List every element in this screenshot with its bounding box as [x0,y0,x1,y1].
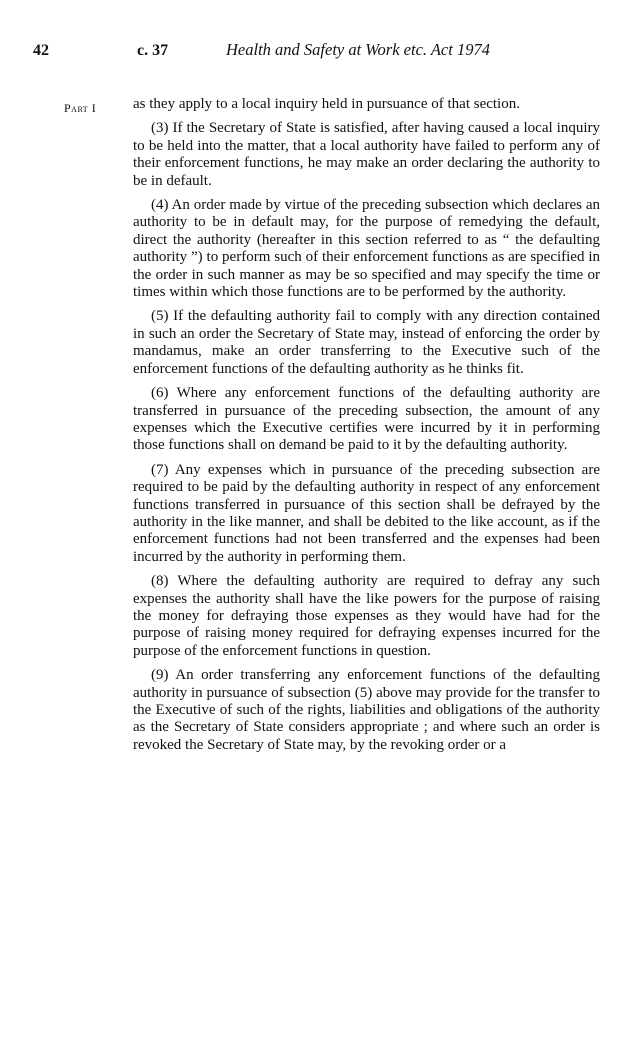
page-number: 42 [33,42,49,59]
margin-note-part: Part I [64,101,97,115]
subsection-4: (4) An order made by virtue of the preceding subsection which declares an authority to be in default may, for the purpose of remedying the default, direct the authority (hereafter in this section referred to as “ the defaulting authority ”) to perform such of their enforcement functions as are specified in the order in such manner as may be so specified and may specify the time or times within which those functions are to be performed by the authority. [133,197,600,301]
subsection-7: (7) Any expenses which in pursuance of the preceding subsection are required to be paid by the defaulting authority in respect of any enforcement functions transferred in pursuance of this section shall be defrayed by the authority in the like manner, and shall be debited to the like account, as if the enforcement functions had not been transferred and the expenses had been incurred by the authority in performing them. [133,461,600,565]
paragraph-continuation: as they apply to a local inquiry held in pursuance of that section. [133,96,520,112]
subsection-8: (8) Where the defaulting authority are required to defray any such expenses the authority shall have the like powers for the purpose of raising the money for defraying those expenses as they would have had for the purpose of raising money required for defraying expenses incurred for the purpose of the enforcement functions in question. [133,573,600,659]
running-header [33,40,603,66]
section-body [133,96,600,761]
chapter-reference: c. 37 [137,42,169,59]
subsection-5: (5) If the defaulting authority fail to comply with any direction contained in such an order the Secretary of State may, instead of enforcing the order by mandamus, make an order transferring to the Executive such of the enforcement functions of the defaulting authority as he thinks fit. [133,308,600,377]
subsection-3: (3) If the Secretary of State is satisfied, after having caused a local inquiry to be held into the matter, that a local authority have failed to perform any of their enforcement functions, he may make an order declaring the authority to be in default. [133,120,600,189]
subsection-6: (6) Where any enforcement functions of the defaulting authority are transferred in pursuance of the preceding subsection, the amount of any expenses which the Executive certifies were incurred by it in performing those functions shall on demand be paid to it by the defaulting authority. [133,385,600,454]
act-title: Health and Safety at Work etc. Act 1974 [226,40,490,59]
subsection-9: (9) An order transferring any enforcement functions of the defaulting authority in pursuance of subsection (5) above may provide for the transfer to the Executive of such of the rights, liabilities and obligations of the authority as the Secretary of State considers appropriate ; and where such an order is revoked the Secretary of State may, by the revoking order or a [133,667,600,753]
